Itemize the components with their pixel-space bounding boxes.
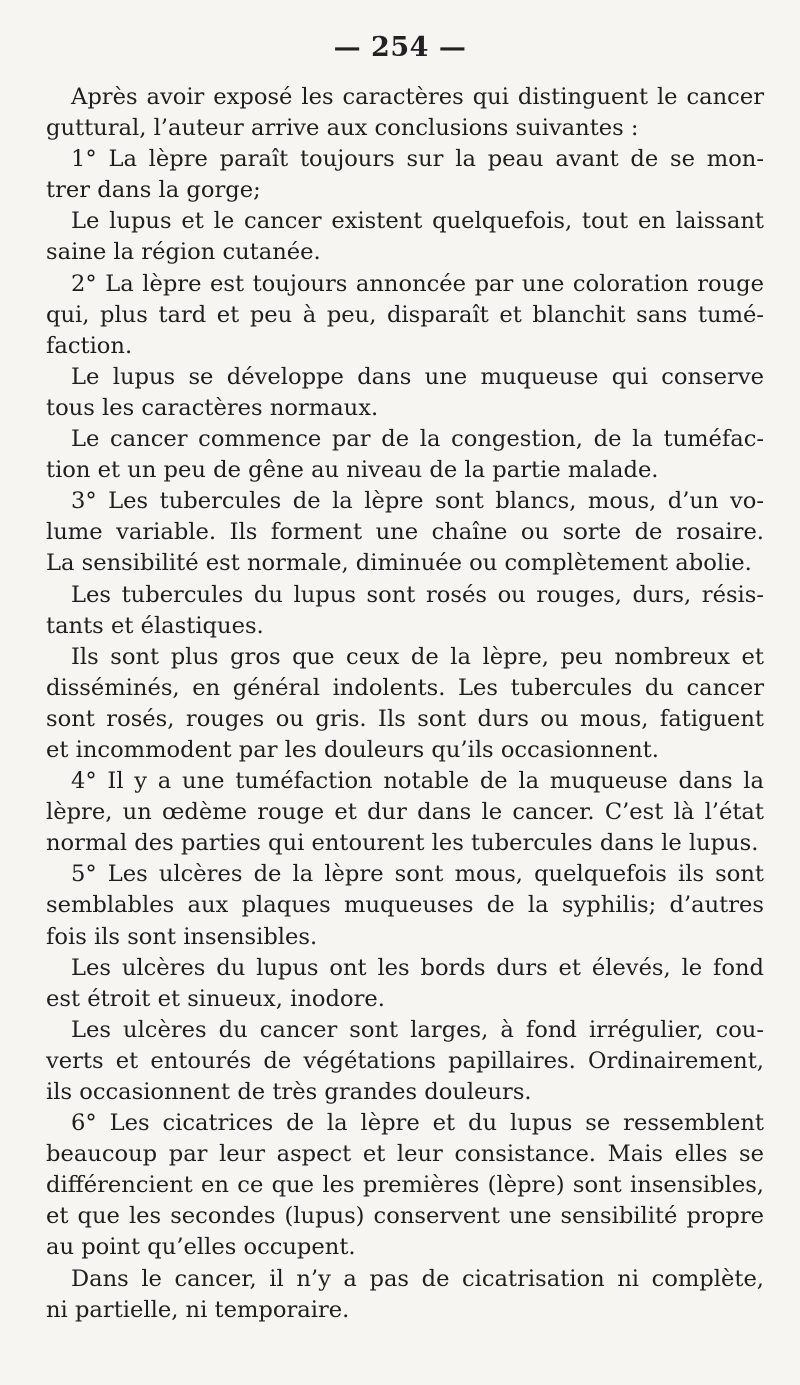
text-line: semblables aux plaques muqueuses de la syphilis; d’autres — [46, 892, 764, 919]
text-line: saine la région cutanée. — [46, 239, 321, 266]
text-line: Les tubercules du lupus sont rosés ou rouges, durs, résis- — [71, 581, 764, 608]
text-line: tous les caractères normaux. — [46, 394, 379, 421]
text-line: est étroit et sinueux, inodore. — [46, 985, 385, 1012]
text-line: ils occasionnent de très grandes douleurs. — [46, 1079, 532, 1105]
text-line: verts et entourés de végétations papillaires. Ordinairement, — [46, 1047, 764, 1074]
text-line: normal des parties qui entourent les tubercules dans le lupus. — [46, 830, 759, 857]
text-line: La sensibilité est normale, diminuée ou complètement abolie. — [46, 550, 752, 577]
text-line: tants et élastiques. — [46, 612, 264, 639]
text-line: qui, plus tard et peu à peu, disparaît et blanchit sans tumé- — [46, 301, 764, 328]
text-line: Les ulcères du cancer sont larges, à fond irrégulier, cou- — [71, 1016, 764, 1043]
text-line: lèpre, un œdème rouge et dur dans le cancer. C’est là l’état — [46, 799, 764, 826]
text-line: Le lupus se développe dans une muqueuse qui conserve — [71, 363, 764, 390]
text-line: trer dans la gorge; — [46, 177, 261, 204]
text-line: 3° Les tubercules de la lèpre sont blancs, mous, d’un vo- — [71, 488, 764, 515]
text-line: Dans le cancer, il n’y a pas de cicatrisation ni complète, — [71, 1265, 764, 1292]
text-line: beaucoup par leur aspect et leur consistance. Mais elles se — [46, 1141, 764, 1168]
text-line: et que les secondes (lupus) conservent une sensibilité propre — [46, 1203, 764, 1230]
text-line: 1° La lèpre paraît toujours sur la peau avant de se mon- — [71, 146, 764, 173]
text-line: Ils sont plus gros que ceux de la lèpre, peu nombreux et — [71, 643, 764, 670]
text-line: 5° Les ulcères de la lèpre sont mous, quelquefois ils sont — [71, 861, 764, 888]
text-line: Le cancer commence par de la congestion, de la tuméfac- — [71, 426, 764, 453]
text-line: 6° Les cicatrices de la lèpre et du lupus se ressemblent — [71, 1110, 764, 1137]
text-line: disséminés, en général indolents. Les tubercules du cancer — [46, 674, 764, 701]
text-line: au point qu’elles occupent. — [46, 1234, 356, 1261]
text-line: tion et un peu de gêne au niveau de la partie malade. — [46, 457, 659, 484]
text-line: Les ulcères du lupus ont les bords durs et élevés, le fond — [71, 954, 764, 981]
text-line: ni partielle, ni temporaire. — [46, 1296, 350, 1323]
text-line: Après avoir exposé les caractères qui distinguent le cancer — [71, 84, 764, 110]
text-line: lume variable. Ils forment une chaîne ou sorte de rosaire. — [46, 519, 764, 546]
text-line: Le lupus et le cancer existent quelquefois, tout en laissant — [71, 208, 764, 235]
text-line: sont rosés, rouges ou gris. Ils sont durs ou mous, fatiguent — [46, 705, 764, 732]
text-line: faction. — [46, 332, 133, 359]
text-line: fois ils sont insensibles. — [46, 923, 318, 950]
text-line: différencient en ce que les premières (lèpre) sont insensibles, — [46, 1172, 764, 1199]
body-text — [46, 82, 764, 1326]
text-line: 2° La lèpre est toujours annoncée par une coloration rouge — [71, 270, 764, 297]
text-line: 4° Il y a une tuméfaction notable de la muqueuse dans la — [71, 768, 764, 795]
text-line: guttural, l’auteur arrive aux conclusions suivantes : — [46, 115, 639, 142]
text-line: et incommodent par les douleurs qu’ils occasionnent. — [46, 736, 659, 763]
page-number: — 254 — — [333, 32, 467, 63]
